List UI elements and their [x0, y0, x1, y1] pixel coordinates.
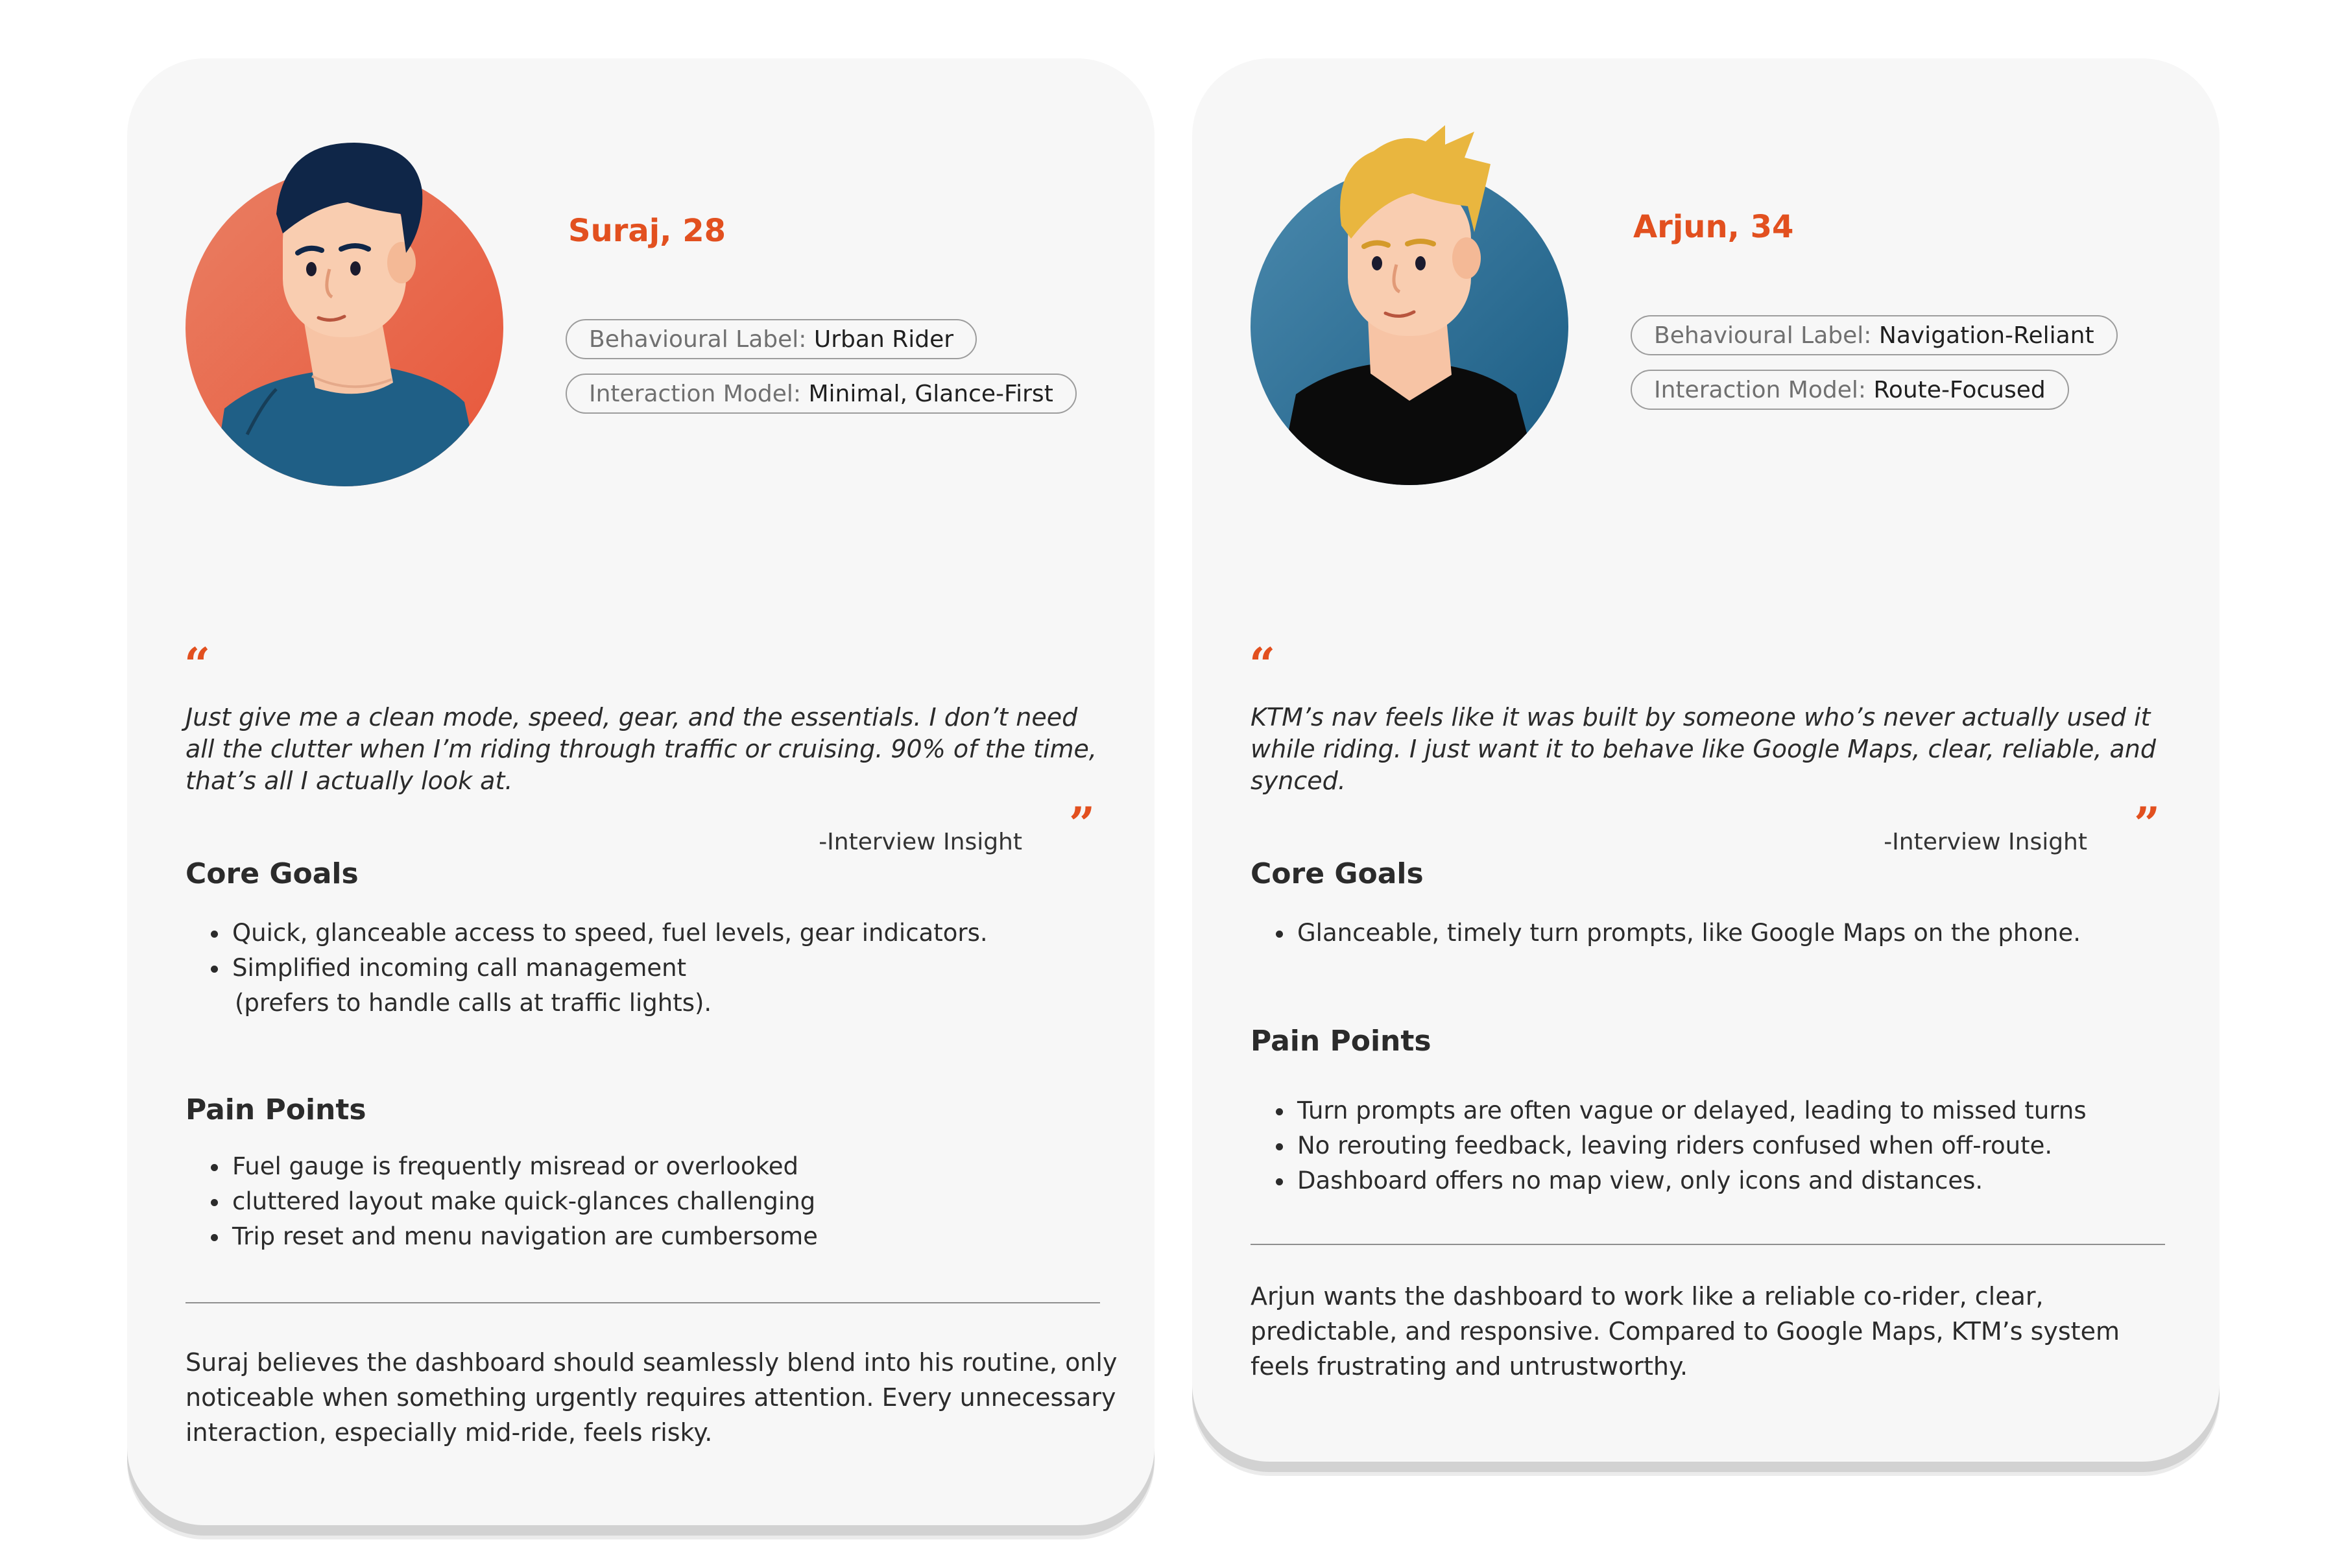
list-item-continuation: (prefers to handle calls at traffic lights). [235, 989, 712, 1017]
core-goals-title: Core Goals [1251, 857, 1424, 890]
avatar [1251, 128, 1575, 453]
list-item: • cluttered layout make quick-glances challenging [230, 1184, 1125, 1219]
persona-name: Suraj, 28 [568, 213, 726, 249]
interaction-model-key: Interaction Model: [589, 380, 801, 407]
list-item: • Trip reset and menu navigation are cumbersome [230, 1219, 1125, 1254]
persona-summary: Suraj believes the dashboard should seamlessly blend into his routine, only noticeable when something urgently requires attention. Every unnecessary interaction, especially mid-ride, feels risky. [186, 1348, 1118, 1447]
pain-points-title: Pain Points [186, 1093, 366, 1126]
list-item: • Glanceable, timely turn prompts, like Google Maps on the phone. [1295, 916, 2190, 951]
persona-summary: Arjun wants the dashboard to work like a reliable co-rider, clear, predictable, and responsive. Compared to Google Maps, KTM’s system feels frustrating and untrustworthy. [1251, 1282, 2120, 1381]
list-item: • Dashboard offers no map view, only icons and distances. [1295, 1163, 2190, 1198]
avatar-illustration-suraj [186, 130, 510, 454]
interaction-model-pill [566, 374, 1077, 414]
list-item: • Quick, glanceable access to speed, fuel levels, gear indicators. [230, 916, 1125, 951]
pain-points-list [211, 1149, 1125, 1254]
quote-source: -Interview Insight [1884, 829, 2087, 855]
interview-quote: KTM’s nav feels like it was built by someone who’s never actually used it while riding. I just want it to behave like Google Maps, clear, reliable, and synced. [1251, 703, 2156, 795]
behavioural-label-pill [1631, 315, 2118, 355]
open-quote-icon: “ [1249, 637, 1276, 691]
core-goals-list [211, 916, 1125, 1021]
core-goals-title: Core Goals [186, 857, 359, 890]
divider [186, 1302, 1100, 1303]
list-item: • No rerouting feedback, leaving riders confused when off-route. [1295, 1128, 2190, 1163]
open-quote-icon: “ [184, 637, 211, 691]
persona-card-suraj [127, 58, 1155, 1525]
interaction-model-value: Minimal, Glance-First [808, 380, 1053, 407]
persona-name: Arjun, 34 [1633, 209, 1794, 245]
pain-points-title: Pain Points [1251, 1025, 1431, 1058]
behavioural-label-pill [566, 319, 977, 359]
list-item: • Turn prompts are often vague or delayed, leading to missed turns [1295, 1093, 2190, 1128]
behavioural-label-value: Urban Rider [813, 326, 954, 353]
interaction-model-pill [1631, 370, 2069, 410]
quote-source: -Interview Insight [819, 829, 1022, 855]
behavioural-label-value: Navigation-Reliant [1878, 322, 2094, 349]
behavioural-label-key: Behavioural Label: [589, 326, 807, 353]
interaction-model-key: Interaction Model: [1654, 376, 1866, 403]
divider [1251, 1244, 2165, 1245]
interaction-model-value: Route-Focused [1873, 376, 2046, 403]
list-item: • Fuel gauge is frequently misread or overlooked [230, 1149, 1125, 1184]
pain-points-list [1276, 1093, 2190, 1198]
persona-card-arjun [1192, 58, 2220, 1462]
interview-quote: Just give me a clean mode, speed, gear, and the essentials. I don’t need all the clutter when I’m riding through traffic or cruising. 90% of the time, that’s all I actually look at. [186, 703, 1097, 795]
avatar-illustration-arjun [1251, 128, 1575, 453]
close-quote-icon: ” [1069, 797, 1096, 851]
list-item [230, 951, 1125, 1021]
avatar [186, 130, 510, 454]
close-quote-icon: ” [2134, 797, 2161, 851]
list-item-text: Simplified incoming call management [232, 954, 687, 982]
behavioural-label-key: Behavioural Label: [1654, 322, 1872, 349]
core-goals-list [1276, 916, 2190, 951]
